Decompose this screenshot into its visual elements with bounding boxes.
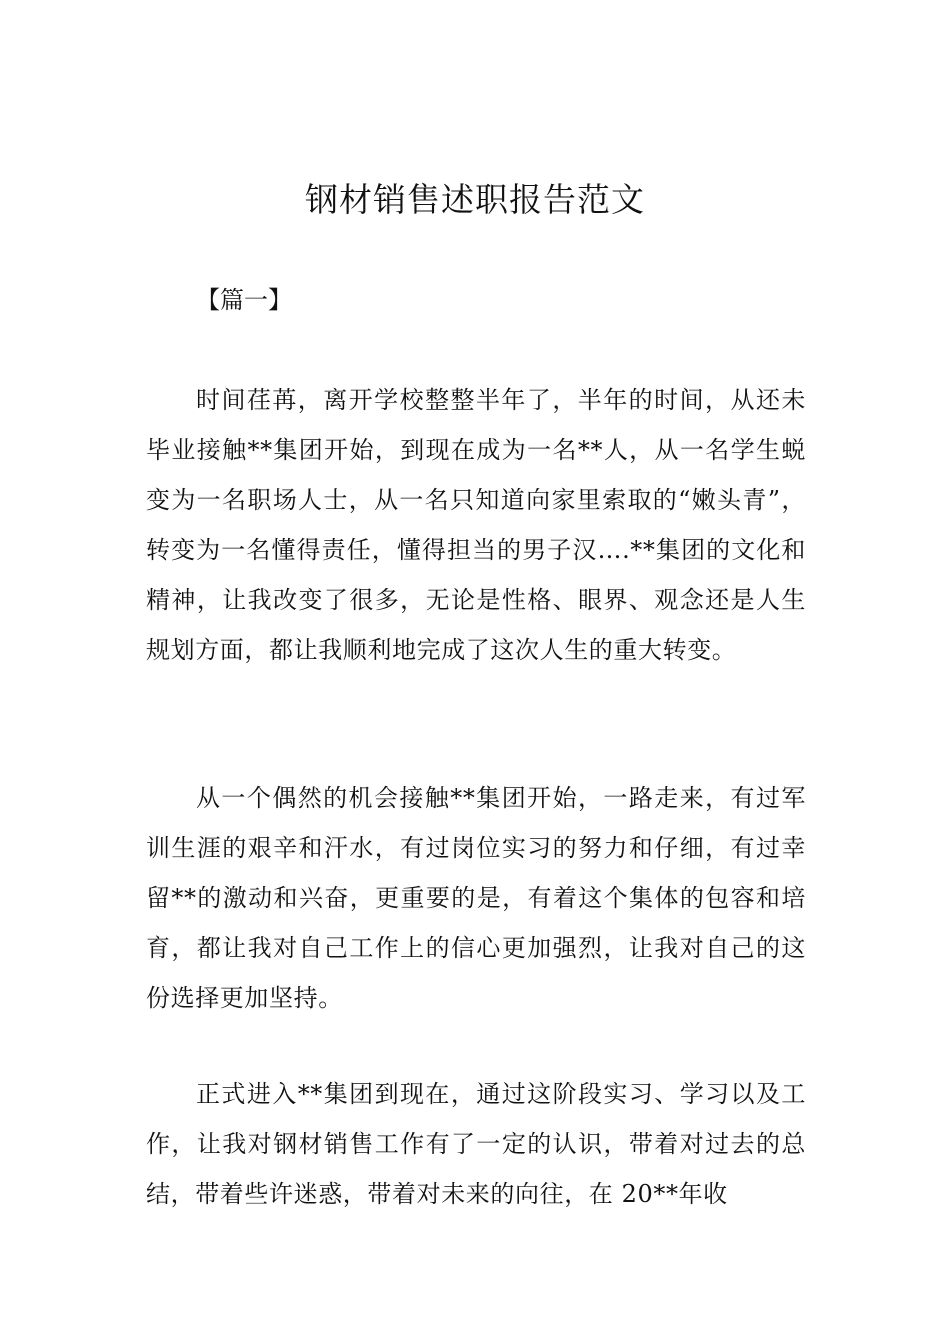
document-title: 钢材销售述职报告范文 <box>305 180 645 219</box>
paragraph-1: 时间荏苒，离开学校整整半年了，半年的时间，从还未毕业接触**集团开始，到现在成为一名**人，从一名学生蜕变为一名职场人士，从一名只知道向家里索取的“嫩头青”，转变为一名懂得责任，懂得担当的男子汉….**集团的文化和精神，让我改变了很多，无论是性格、眼界、观念还是人生规划方面，都让我顺利地完成了这次人生的重大转变。 <box>146 386 806 664</box>
paragraph-3: 正式进入**集团到现在，通过这阶段实习、学习以及工作，让我对钢材销售工作有了一定的认识，带着对过去的总结，带着些许迷惑，带着对未来的向往，在 20**年收 <box>146 1080 806 1208</box>
paragraph-2: 从一个偶然的机会接触**集团开始，一路走来，有过军训生涯的艰辛和汗水，有过岗位实习的努力和仔细，有过幸留**的激动和兴奋，更重要的是，有着这个集体的包容和培育，都让我对自己工作上的信心更加强烈，让我对自己的这份选择更加坚持。 <box>146 784 806 1012</box>
section-label: 【篇一】 <box>196 286 292 314</box>
